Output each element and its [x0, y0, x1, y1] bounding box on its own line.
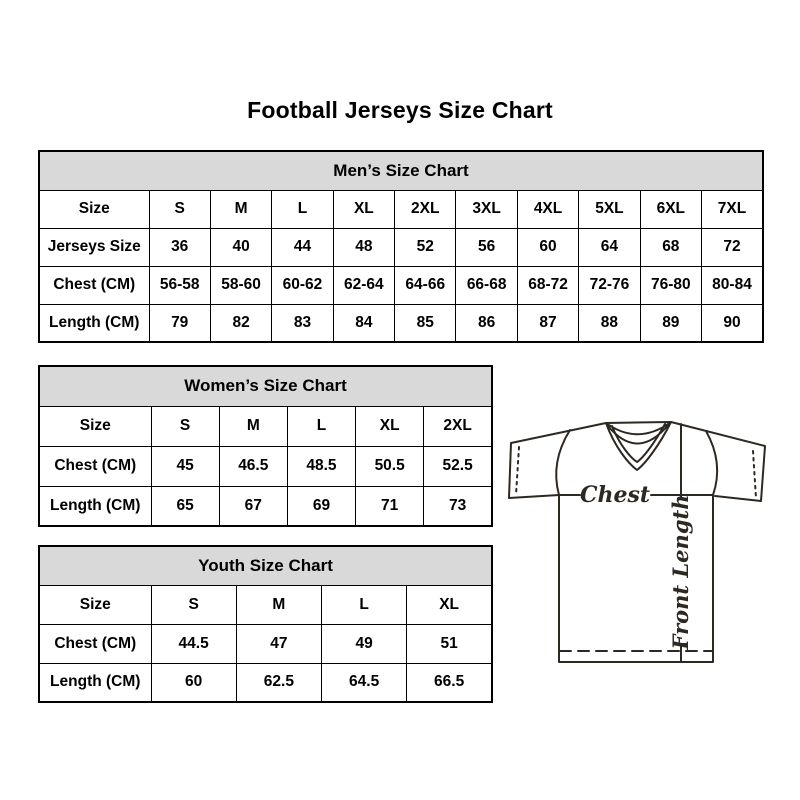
table-row: [39, 304, 763, 342]
table-row: [39, 663, 492, 702]
table-row: [39, 228, 763, 266]
cell: 56-58: [149, 266, 210, 304]
cell: 73: [424, 486, 492, 526]
cell: 4XL: [517, 190, 578, 228]
table-row: [39, 585, 492, 624]
cell: 68: [640, 228, 701, 266]
cell: L: [272, 190, 333, 228]
row-label-cell: Chest (CM): [39, 446, 151, 486]
cell: 48.5: [287, 446, 355, 486]
cell: 66.5: [407, 663, 492, 702]
cell: 89: [640, 304, 701, 342]
table-row: [39, 486, 492, 526]
cell: 3XL: [456, 190, 517, 228]
table-header-row: [39, 546, 492, 585]
cell: 79: [149, 304, 210, 342]
chest-label: Chest: [579, 482, 651, 508]
youth-size-table: [38, 545, 493, 703]
page-title: Football Jerseys Size Chart: [247, 97, 553, 123]
cell: 6XL: [640, 190, 701, 228]
cell: 48: [333, 228, 394, 266]
cell: 67: [219, 486, 287, 526]
table-row: [39, 624, 492, 663]
cell: 60: [517, 228, 578, 266]
cell: 69: [287, 486, 355, 526]
womens-table-title: Women’s Size Chart: [39, 366, 492, 406]
cell: 72-76: [579, 266, 640, 304]
cell: 84: [333, 304, 394, 342]
table-row: [39, 190, 763, 228]
cell: 2XL: [395, 190, 456, 228]
row-label-cell: Jerseys Size: [39, 228, 149, 266]
cell: 45: [151, 446, 219, 486]
cell: M: [219, 406, 287, 446]
table-row: [39, 446, 492, 486]
cell: 64.5: [322, 663, 407, 702]
cell: 87: [517, 304, 578, 342]
cell: 44.5: [151, 624, 236, 663]
cell: 58-60: [210, 266, 271, 304]
cell: M: [236, 585, 321, 624]
youth-table-title: Youth Size Chart: [39, 546, 492, 585]
cell: 76-80: [640, 266, 701, 304]
table-header-row: [39, 366, 492, 406]
table-row: [39, 266, 763, 304]
cell: L: [322, 585, 407, 624]
cell: 64: [579, 228, 640, 266]
cell: S: [151, 585, 236, 624]
row-label-cell: Size: [39, 190, 149, 228]
cell: 68-72: [517, 266, 578, 304]
cuff-stitch-right: [753, 451, 756, 498]
cuff-stitch-left: [516, 447, 519, 495]
jersey-diagram: [503, 400, 775, 668]
cell: M: [210, 190, 271, 228]
cell: 50.5: [356, 446, 424, 486]
jersey-right-sleeve: [671, 422, 765, 501]
table-header-row: [39, 151, 763, 190]
cell: 66-68: [456, 266, 517, 304]
cell: XL: [407, 585, 492, 624]
cell: 88: [579, 304, 640, 342]
cell: 80-84: [702, 266, 763, 304]
cell: 40: [210, 228, 271, 266]
row-label-cell: Length (CM): [39, 486, 151, 526]
cell: 64-66: [395, 266, 456, 304]
cell: 36: [149, 228, 210, 266]
cell: 60: [151, 663, 236, 702]
cell: 52.5: [424, 446, 492, 486]
cell: 49: [322, 624, 407, 663]
cell: S: [151, 406, 219, 446]
cell: 85: [395, 304, 456, 342]
cell: 5XL: [579, 190, 640, 228]
cell: 72: [702, 228, 763, 266]
cell: XL: [333, 190, 394, 228]
row-label-cell: Size: [39, 406, 151, 446]
jersey-right-armhole-seam: [706, 431, 717, 495]
cell: 86: [456, 304, 517, 342]
cell: S: [149, 190, 210, 228]
cell: XL: [356, 406, 424, 446]
jersey-collar: [606, 422, 671, 470]
cell: 62.5: [236, 663, 321, 702]
cell: 52: [395, 228, 456, 266]
cell: 71: [356, 486, 424, 526]
front-length-label: Front Length: [668, 494, 693, 650]
cell: 2XL: [424, 406, 492, 446]
row-label-cell: Chest (CM): [39, 266, 149, 304]
cell: 51: [407, 624, 492, 663]
cell: 62-64: [333, 266, 394, 304]
cell: 56: [456, 228, 517, 266]
jersey-left-armhole-seam: [556, 430, 570, 495]
cell: 44: [272, 228, 333, 266]
mens-table-title: Men’s Size Chart: [39, 151, 763, 190]
row-label-cell: Size: [39, 585, 151, 624]
cell: L: [287, 406, 355, 446]
cell: 83: [272, 304, 333, 342]
cell: 7XL: [702, 190, 763, 228]
cell: 90: [702, 304, 763, 342]
table-row: [39, 406, 492, 446]
cell: 47: [236, 624, 321, 663]
cell: 65: [151, 486, 219, 526]
mens-size-table: [38, 150, 764, 343]
cell: 82: [210, 304, 271, 342]
cell: 60-62: [272, 266, 333, 304]
womens-size-table: [38, 365, 493, 527]
cell: 46.5: [219, 446, 287, 486]
row-label-cell: Length (CM): [39, 304, 149, 342]
row-label-cell: Chest (CM): [39, 624, 151, 663]
row-label-cell: Length (CM): [39, 663, 151, 702]
